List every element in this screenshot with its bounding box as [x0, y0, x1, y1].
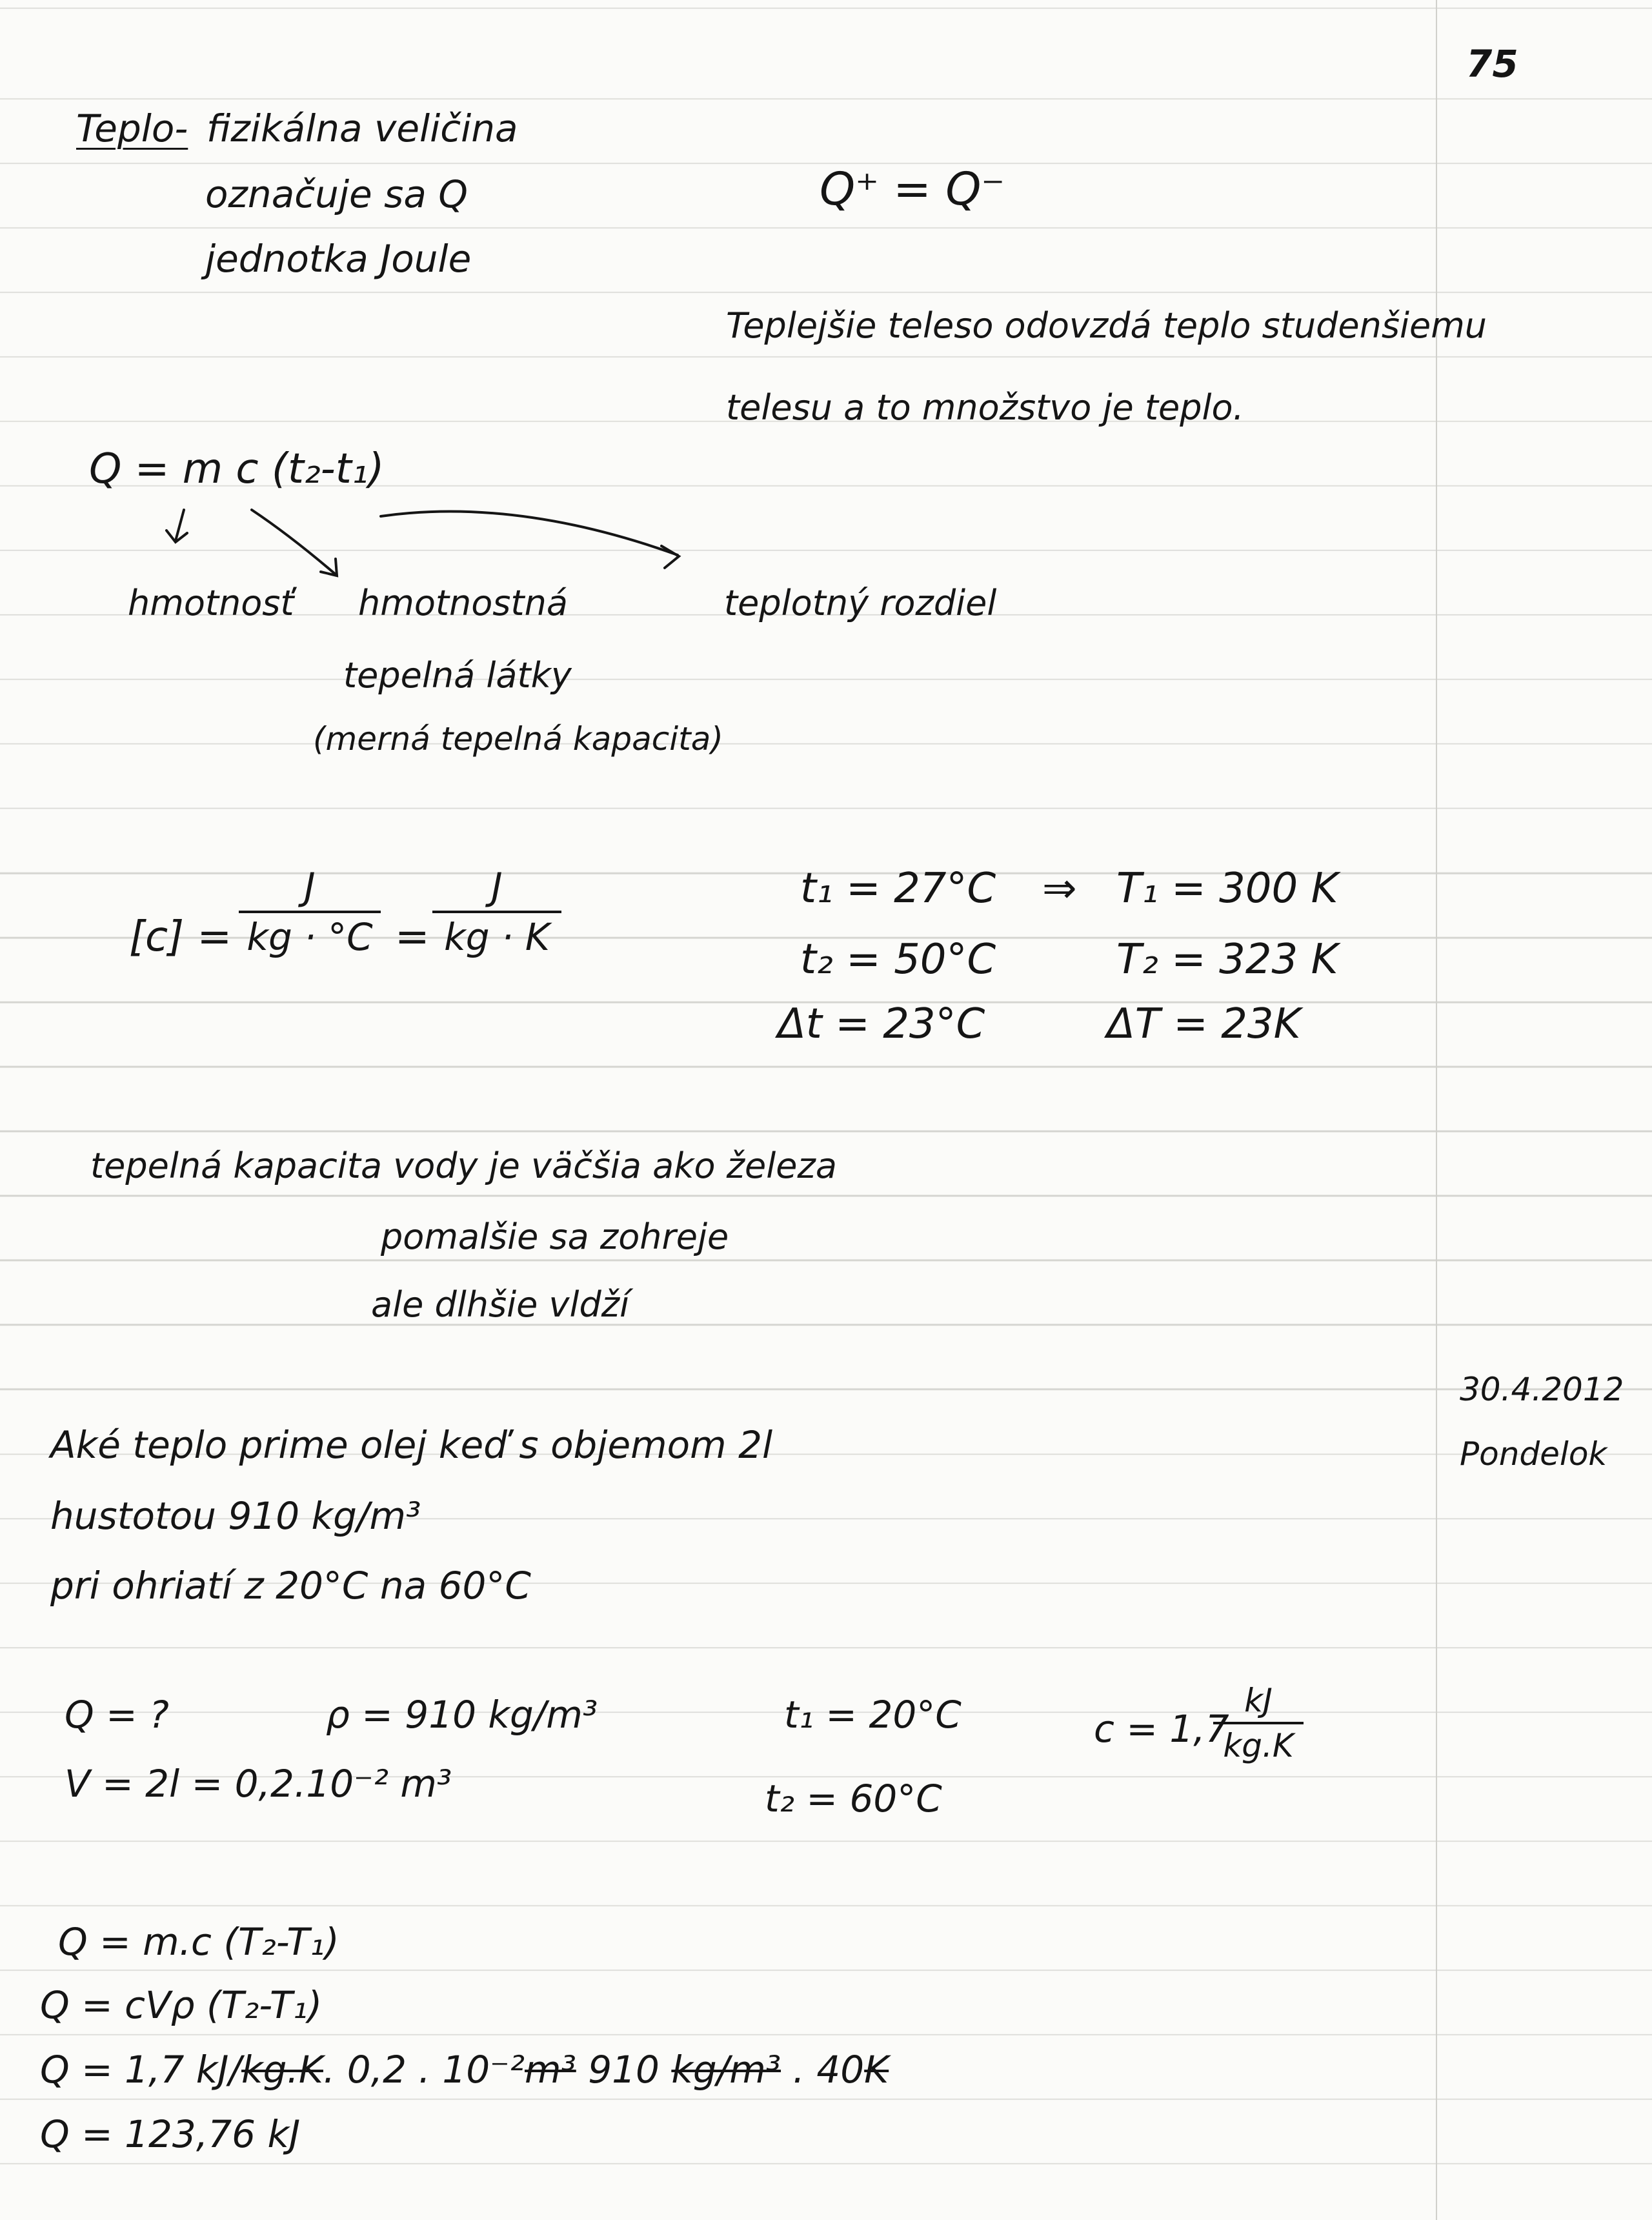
solution-line-3-part-2: . 0,2 . 10⁻²: [323, 2048, 525, 2092]
cancelled-unit: m³: [525, 2048, 576, 2092]
heat-balance-explanation-1: Teplejšie teleso odovzdá teplo studenšiemu: [726, 305, 1487, 346]
given-c-num: kJ: [1244, 1682, 1273, 1719]
solution-line-3: [40, 2048, 889, 2092]
definition-line-1: fizikálna veličina: [206, 106, 518, 150]
label-temperature-difference: teplotný rozdiel: [724, 583, 997, 623]
given-c-lhs: c = 1,7: [1094, 1707, 1229, 1751]
problem-line-1: Aké teplo prime olej keď s objemom 2l: [50, 1423, 773, 1467]
label-mass: hmotnosť: [128, 583, 294, 623]
solution-line-3-part-4: . 40: [781, 2048, 865, 2092]
solution-line-1: Q = m.c (T₂-T₁): [58, 1920, 339, 1964]
units-frac1-num: J: [304, 865, 316, 909]
cancelled-unit: kg/m³: [671, 2048, 781, 2092]
fraction-bar: [239, 911, 381, 913]
units-frac2-num: J: [491, 865, 503, 909]
units-frac1-den: kg · °C: [247, 915, 373, 959]
units-fraction-kelvin: [432, 865, 561, 959]
date: 30.4.2012: [1460, 1371, 1624, 1408]
solution-line-3-part-1: Q = 1,7 kJ/: [40, 2048, 242, 2092]
units-lhs: [c] =: [129, 913, 232, 961]
problem-line-2: hustotou 910 kg/m³: [50, 1494, 421, 1538]
temp-dT: ΔT = 23K: [1107, 1000, 1301, 1048]
units-fraction-celsius: [239, 865, 381, 959]
heat-balance-explanation-2: telesu a to množstvo je teplo.: [726, 387, 1244, 428]
definition-term: Teplo-: [76, 106, 188, 150]
given-c-den: kg.K: [1223, 1727, 1294, 1764]
heat-balance-equation: Q⁺ = Q⁻: [820, 163, 1005, 216]
label-specific-heat-2: tepelná látky: [343, 655, 572, 696]
solution-result: Q = 123,76 kJ: [40, 2112, 301, 2156]
water-note-line-3: ale dlhšie vldží: [371, 1284, 630, 1325]
problem-line-3: pri ohriatí z 20°C na 60°C: [50, 1564, 531, 1608]
given-t2: t₂ = 60°C: [765, 1777, 942, 1821]
water-note-line-2: pomalšie sa zohreje: [381, 1216, 729, 1257]
units-equals: =: [395, 913, 430, 961]
fraction-bar: [432, 911, 561, 913]
definition-line-2: označuje sa Q: [205, 172, 468, 216]
weekday: Pondelok: [1460, 1435, 1607, 1473]
given-t1: t₁ = 20°C: [784, 1693, 962, 1737]
temp-arrow: ⇒: [1042, 865, 1077, 913]
cancelled-unit: kg.K: [241, 2048, 323, 2092]
temp-T1: T₁ = 300 K: [1116, 865, 1338, 913]
heat-formula: Q = m c (t₂-t₁): [89, 445, 385, 493]
given-volume: V = 2l = 0,2.10⁻² m³: [65, 1762, 452, 1806]
temp-t2: t₂ = 50°C: [800, 936, 996, 984]
temp-dt: Δt = 23°C: [778, 1000, 985, 1048]
given-c-fraction: [1213, 1684, 1304, 1762]
water-note-line-1: tepelná kapacita vody je väčšia ako železa: [90, 1145, 837, 1186]
solution-line-2: Q = cVρ (T₂-T₁): [40, 1983, 323, 2027]
label-specific-heat-3: (merná tepelná kapacita): [313, 720, 723, 758]
definition-line-3: jednotka Joule: [205, 237, 472, 281]
given-density: ρ = 910 kg/m³: [326, 1693, 598, 1737]
cancelled-unit: K: [864, 2048, 889, 2092]
fraction-bar: [1213, 1722, 1304, 1724]
given-Q: Q = ?: [65, 1693, 169, 1737]
temp-t1: t₁ = 27°C: [800, 865, 996, 913]
temp-T2: T₂ = 323 K: [1116, 936, 1338, 984]
page-number: 75: [1466, 42, 1518, 86]
units-frac2-den: kg · K: [444, 915, 550, 959]
label-specific-heat-1: hmotnostná: [358, 583, 568, 623]
solution-line-3-part-3: 910: [576, 2048, 672, 2092]
